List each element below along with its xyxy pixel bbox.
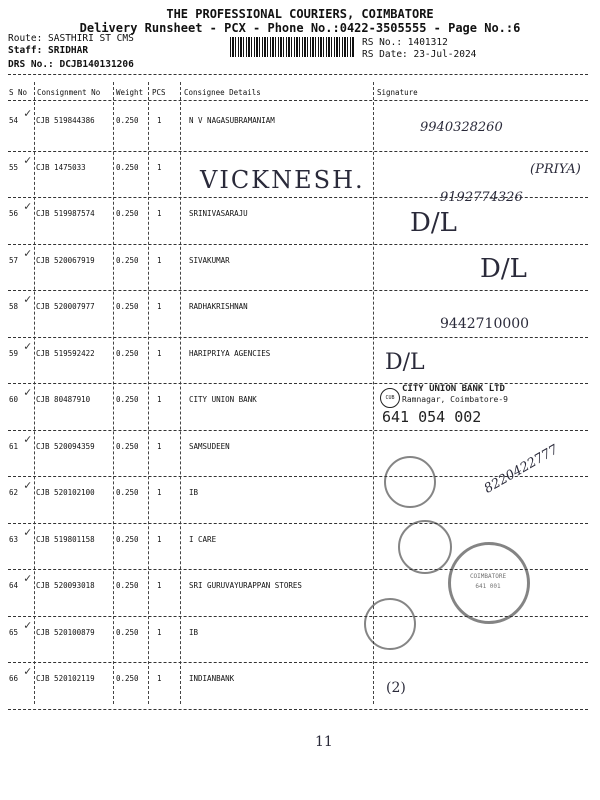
handwritten-phone: 9192774326 <box>440 190 523 205</box>
check-mark-icon: ✓ <box>24 431 32 446</box>
row-consignment-no: CJB 520102119 <box>36 674 95 683</box>
check-mark-icon: ✓ <box>24 106 32 120</box>
row-consignee: SRINIVASARAJU <box>189 209 248 218</box>
row-consignee: RADHAKRISHNAN <box>189 302 248 311</box>
row-weight: 0.250 <box>116 162 139 172</box>
check-mark-icon: ✓ <box>24 338 32 353</box>
rs-number: RS No.: 1401312 <box>362 37 448 48</box>
round-stamp <box>398 520 452 574</box>
store-stamp <box>448 542 530 624</box>
handwritten-phone: 9442710000 <box>440 316 530 332</box>
staff-info: Staff: SRIDHAR <box>8 45 89 56</box>
row-divider <box>8 709 588 710</box>
round-stamp <box>364 598 416 650</box>
row-weight: 0.250 <box>116 534 139 544</box>
row-weight: 0.250 <box>116 209 139 218</box>
row-sno: 61 <box>9 441 19 451</box>
column-separator <box>113 82 114 704</box>
row-sno: 63 <box>9 534 19 544</box>
route-info: Route: SASTHIRI ST CMS <box>8 33 134 44</box>
col-header-sno: S No <box>9 88 28 97</box>
row-consignment-no: CJB 80487910 <box>36 395 91 404</box>
col-header-consignee: Consignee Details <box>184 88 261 97</box>
row-weight: 0.250 <box>116 441 139 451</box>
handwritten-dl-mark: D/L <box>480 254 527 284</box>
row-pcs: 1 <box>157 627 162 637</box>
row-pcs: 1 <box>157 116 162 125</box>
handwritten-name: VICKNESH. <box>200 166 365 194</box>
row-consignment-no: CJB 520094359 <box>36 441 95 451</box>
row-consignee: I CARE <box>189 534 217 544</box>
row-divider <box>8 662 588 663</box>
row-sno: 60 <box>9 395 19 404</box>
row-sno: 57 <box>9 255 19 265</box>
row-divider <box>8 337 588 338</box>
row-pcs: 1 <box>157 581 162 590</box>
row-divider <box>8 151 588 152</box>
handwritten-name: (PRIYA) <box>530 162 581 177</box>
handwritten-count: (2) <box>386 680 406 696</box>
row-consignment-no: CJB 1475033 <box>36 162 86 172</box>
check-mark-icon: ✓ <box>24 664 32 678</box>
row-consignment-no: CJB 520100879 <box>36 627 95 637</box>
bank-stamp <box>380 384 530 434</box>
handwritten-phone: 8220422777 <box>481 442 561 497</box>
column-separator <box>148 82 149 704</box>
check-mark-icon: ✓ <box>24 152 32 167</box>
row-consignment-no: CJB 519592422 <box>36 348 95 358</box>
col-header-signature: Signature <box>377 88 418 97</box>
column-separator <box>180 82 181 704</box>
row-weight: 0.250 <box>116 255 139 265</box>
row-sno: 58 <box>9 302 19 311</box>
col-header-pcs: PCS <box>152 88 166 97</box>
row-weight: 0.250 <box>116 581 139 590</box>
row-consignee: IB <box>189 488 199 497</box>
row-sno: 59 <box>9 348 19 358</box>
row-pcs: 1 <box>157 674 162 683</box>
bank-logo: CUB <box>380 388 400 408</box>
row-weight: 0.250 <box>116 674 139 683</box>
barcode-image <box>230 37 354 57</box>
row-consignment-no: CJB 520102100 <box>36 488 95 497</box>
row-consignment-no: CJB 519844386 <box>36 116 95 125</box>
row-weight: 0.250 <box>116 488 139 497</box>
bank-stamp-code: 641 054 002 <box>382 408 482 426</box>
row-divider <box>8 244 588 245</box>
row-pcs: 1 <box>157 441 162 451</box>
header-divider <box>8 74 588 75</box>
store-stamp-city: COIMBATORE <box>463 573 513 580</box>
row-pcs: 1 <box>157 395 162 404</box>
row-pcs: 1 <box>157 162 162 172</box>
check-mark-icon: ✓ <box>24 199 32 213</box>
row-consignment-no: CJB 519801158 <box>36 534 95 544</box>
row-sno: 65 <box>9 627 19 637</box>
row-sno: 62 <box>9 488 19 497</box>
check-mark-icon: ✓ <box>24 478 32 492</box>
rs-date: RS Date: 23-Jul-2024 <box>362 49 477 60</box>
row-pcs: 1 <box>157 302 162 311</box>
col-header-weight: Weight <box>116 88 144 97</box>
row-sno: 66 <box>9 674 19 683</box>
handwritten-phone: 9940328260 <box>420 120 503 135</box>
col-header-consignment: Consignment No <box>37 88 101 97</box>
row-weight: 0.250 <box>116 302 139 311</box>
column-header-divider <box>8 100 588 101</box>
row-divider <box>8 523 588 524</box>
store-stamp-pin: 641 001 <box>475 583 501 590</box>
row-weight: 0.250 <box>116 116 139 125</box>
check-mark-icon: ✓ <box>24 617 32 632</box>
bank-stamp-address: Ramnagar, Coimbatore-9 <box>402 395 508 404</box>
row-sno: 64 <box>9 581 19 590</box>
row-consignee: INDIANBANK <box>189 674 235 683</box>
row-consignee: SIVAKUMAR <box>189 255 230 265</box>
row-pcs: 1 <box>157 348 162 358</box>
column-separator <box>34 82 35 704</box>
row-consignee: SRI GURUVAYURAPPAN STORES <box>189 581 302 590</box>
row-consignee: N V NAGASUBRAMANIAM <box>189 116 275 125</box>
row-sno: 56 <box>9 209 19 218</box>
check-mark-icon: ✓ <box>24 245 32 260</box>
handwritten-mark: 11 <box>315 734 333 750</box>
company-name: THE PROFESSIONAL COURIERS, COIMBATORE <box>166 7 434 21</box>
row-sno: 54 <box>9 116 19 125</box>
handwritten-dl-mark: D/L <box>385 350 425 375</box>
bank-stamp-name: CITY UNION BANK LTD <box>402 384 505 394</box>
row-consignment-no: CJB 519987574 <box>36 209 95 218</box>
row-sno: 55 <box>9 162 19 172</box>
row-pcs: 1 <box>157 209 162 218</box>
check-mark-icon: ✓ <box>24 571 32 585</box>
row-weight: 0.250 <box>116 395 139 404</box>
check-mark-icon: ✓ <box>24 385 32 399</box>
row-consignee: SAMSUDEEN <box>189 441 230 451</box>
round-stamp <box>384 456 436 508</box>
row-pcs: 1 <box>157 534 162 544</box>
drs-number: DRS No.: DCJB140131206 <box>8 59 134 70</box>
check-mark-icon: ✓ <box>24 524 32 539</box>
row-pcs: 1 <box>157 255 162 265</box>
row-weight: 0.250 <box>116 627 139 637</box>
row-consignee: HARIPRIYA AGENCIES <box>189 348 271 358</box>
row-divider <box>8 290 588 291</box>
row-consignment-no: CJB 520093018 <box>36 581 95 590</box>
row-pcs: 1 <box>157 488 162 497</box>
row-consignment-no: CJB 520007977 <box>36 302 95 311</box>
row-consignee: IB <box>189 627 199 637</box>
check-mark-icon: ✓ <box>24 292 32 306</box>
runsheet-title: Delivery Runsheet - PCX - Phone No.:0422-3505555 - Page No.:6 <box>79 21 521 35</box>
row-consignment-no: CJB 520067919 <box>36 255 95 265</box>
row-consignee: CITY UNION BANK <box>189 395 257 404</box>
handwritten-dl-mark: D/L <box>410 208 457 238</box>
row-weight: 0.250 <box>116 348 139 358</box>
